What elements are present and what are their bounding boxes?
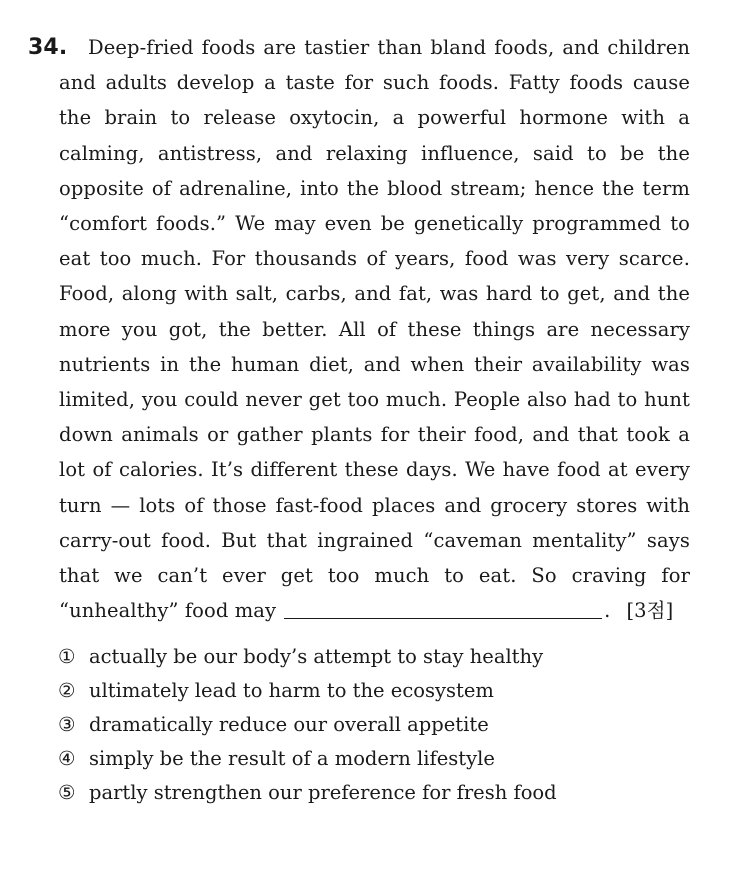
points-label: [3점] (626, 599, 674, 623)
option-1-text: actually be our body’s attempt to stay healthy (89, 645, 544, 669)
option-1-number: ① (58, 645, 76, 669)
passage-end-punctuation: . (604, 599, 611, 623)
option-1[interactable] (58, 640, 690, 674)
option-3-number: ③ (58, 713, 76, 737)
option-4-number: ④ (58, 747, 76, 771)
option-2-text: ultimately lead to harm to the ecosystem (89, 679, 494, 703)
option-5[interactable] (58, 776, 690, 810)
option-2-number: ② (58, 679, 76, 703)
option-5-number: ⑤ (58, 781, 76, 805)
passage-text: Deep-fried foods are tastier than bland foods, and children and adults develop a taste for such foods. Fatty foods cause the brain to release oxytocin, a powerful hormone with a calming, antistress, and relaxing influence, said to be the opposite of adrenaline, into the blood stream; hence the term “comfort foods.” We may even be genetically programmed to eat too much. For thousands of years, food was very scarce. Food, along with salt, carbs, and fat, was hard to get, and the more you got, the better. All of these things are necessary nutrients in the human diet, and when their availability was limited, you could never get too much. People also had to hunt down animals or gather plants for their food, and that took a lot of calories. It’s different these days. We have food at every turn — lots of those fast-food places and grocery stores with carry-out food. But that ingrained “caveman mentality” says that we can’t ever get too much to eat. So craving for “unhealthy” food may (59, 36, 690, 623)
option-5-text: partly strengthen our preference for fresh food (89, 781, 557, 805)
answer-options (28, 640, 690, 810)
passage-paragraph (28, 30, 690, 628)
option-4[interactable] (58, 742, 690, 776)
answer-blank (284, 596, 602, 619)
option-2[interactable] (58, 674, 690, 708)
option-3[interactable] (58, 708, 690, 742)
question-number: 34. (28, 35, 68, 60)
option-4-text: simply be the result of a modern lifestyle (89, 747, 495, 771)
question-34 (28, 30, 690, 810)
option-3-text: dramatically reduce our overall appetite (89, 713, 489, 737)
